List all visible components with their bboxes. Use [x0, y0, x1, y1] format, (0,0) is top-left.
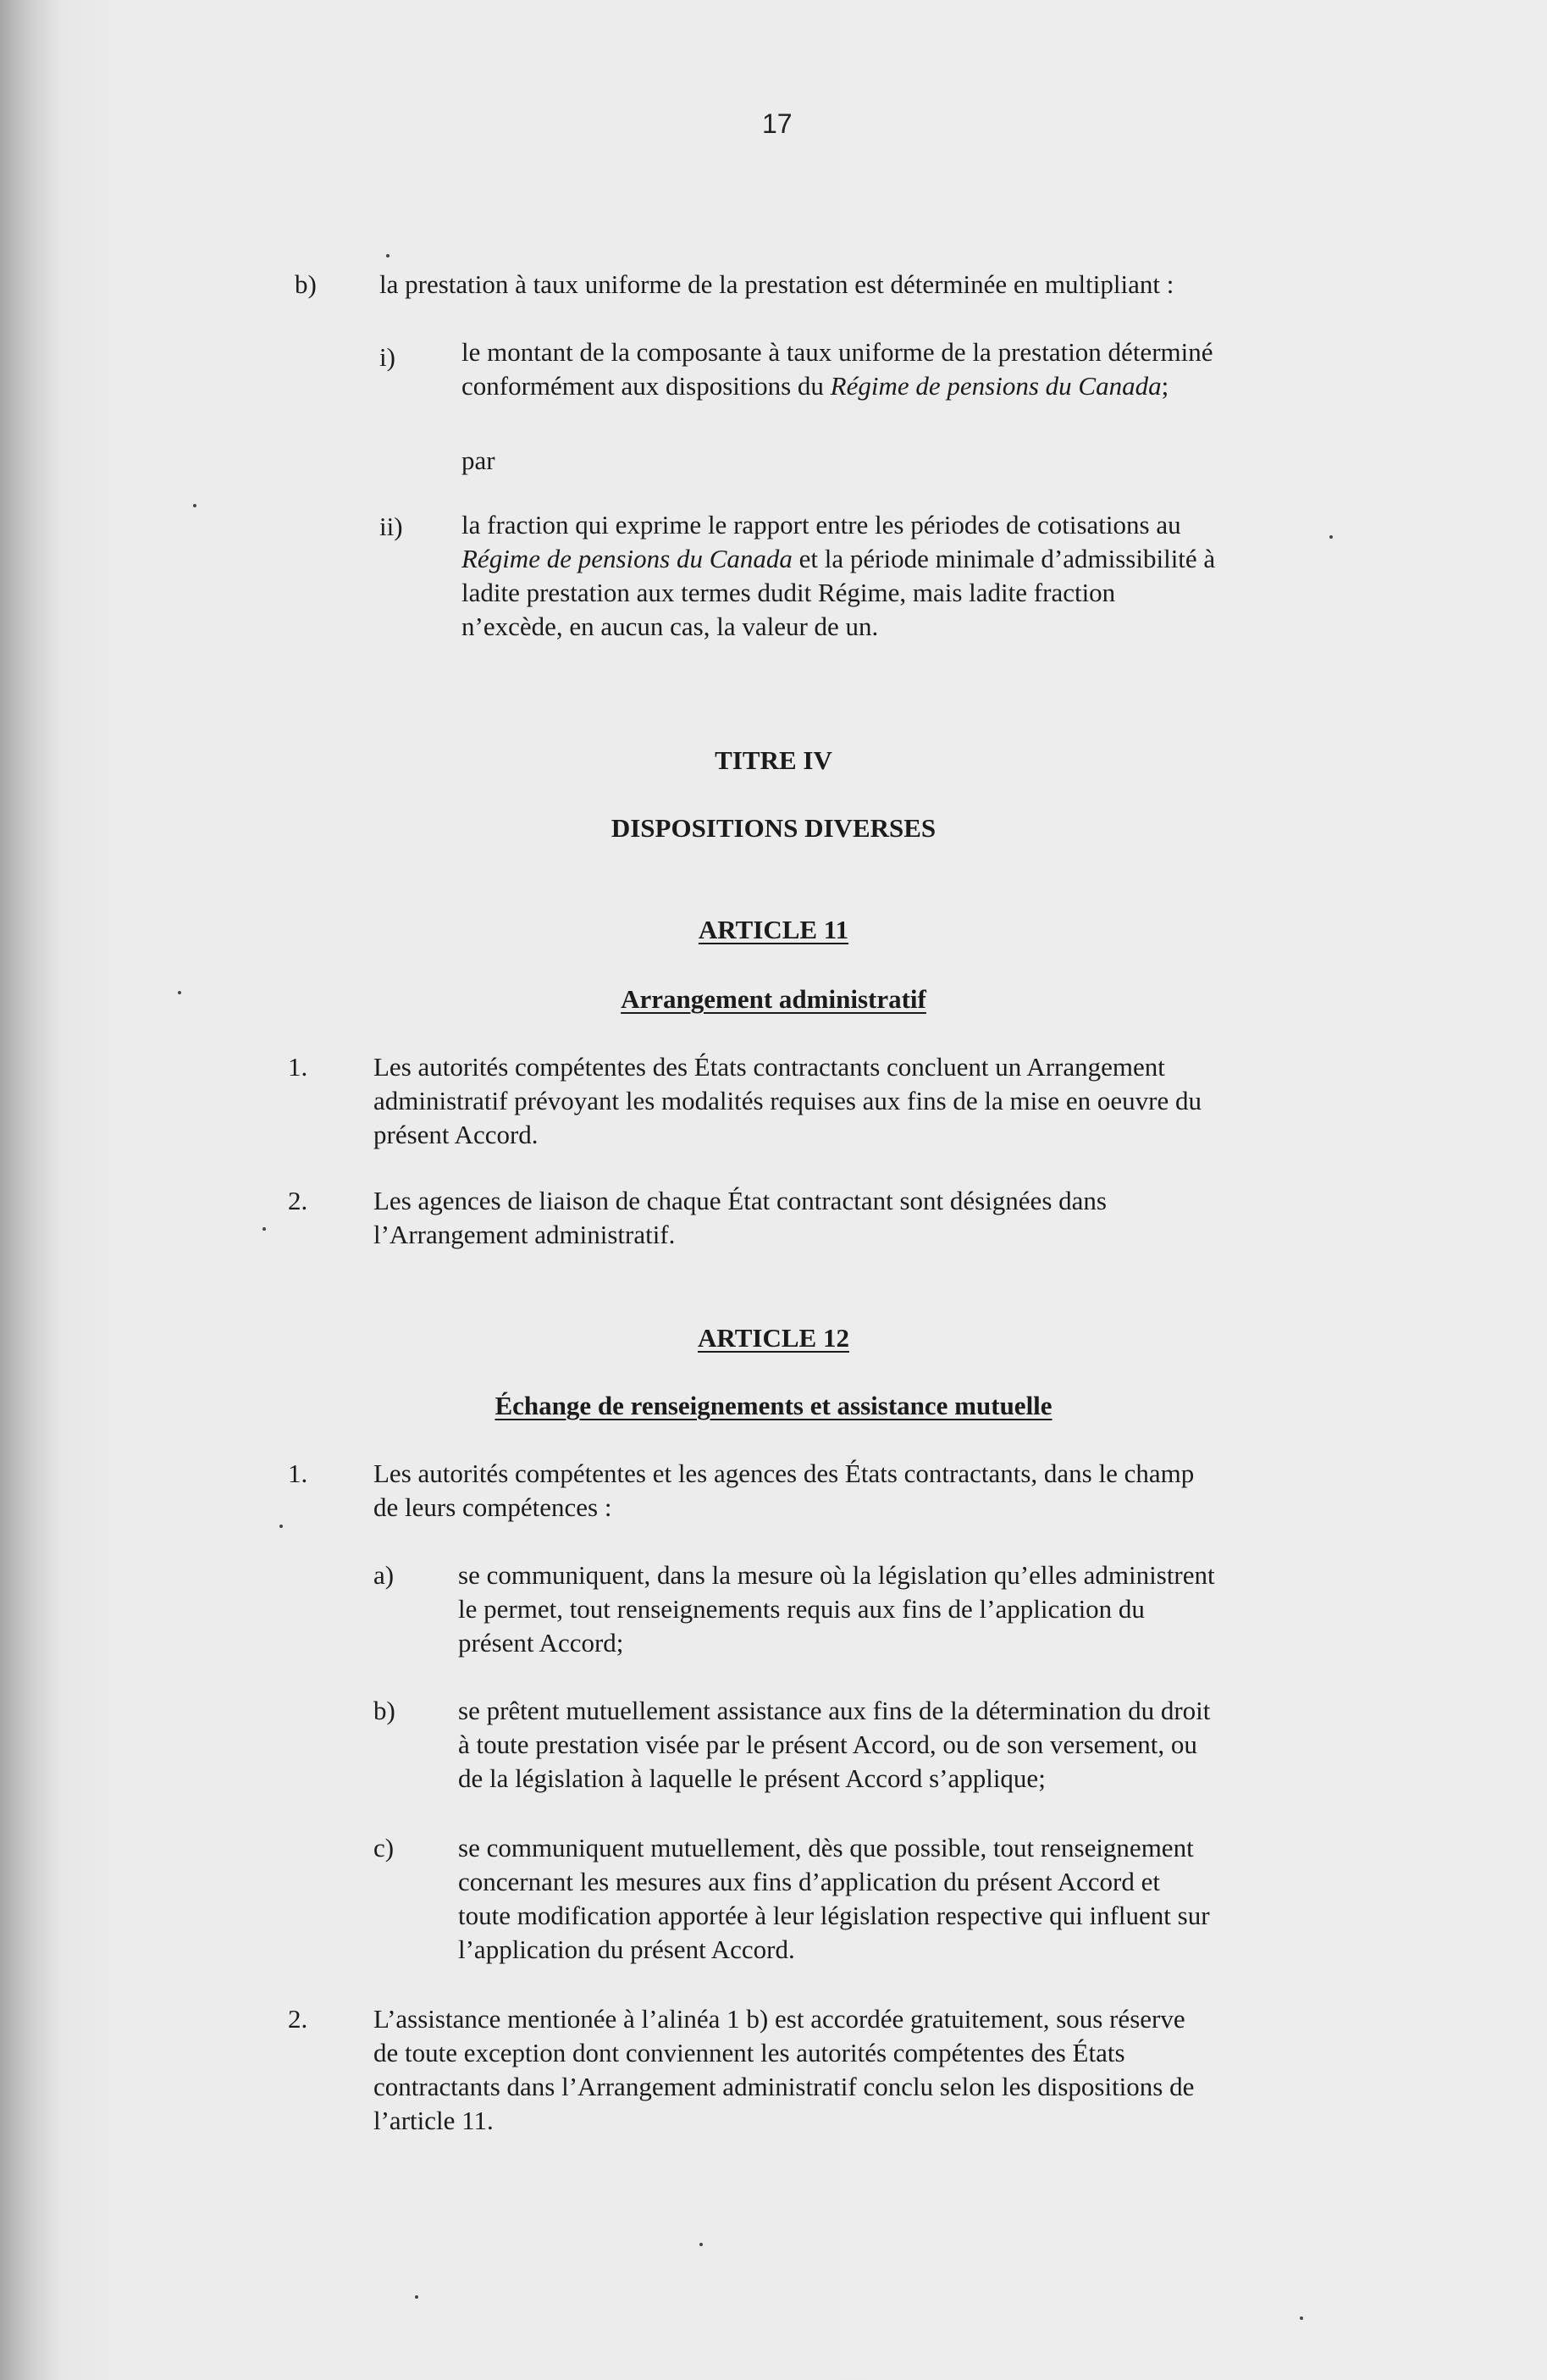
art12-para2-line4: l’article 11.: [373, 2106, 494, 2135]
art12-para2-line2: de toute exception dont conviennent les autorités compétentes des États: [373, 2038, 1125, 2067]
item-ii-line3: ladite prestation aux termes dudit Régime, mais ladite fraction: [461, 578, 1116, 607]
art11-para2-num: 2.: [288, 1186, 308, 1215]
art12-para2-num: 2.: [288, 2004, 308, 2034]
item-c-line4: l’application du présent Accord.: [458, 1934, 795, 1964]
item-i-label: i): [379, 342, 395, 372]
scan-speck: [386, 254, 390, 257]
item-ii-line1: la fraction qui exprime le rapport entre les périodes de cotisations au: [461, 510, 1181, 540]
art11-para2-line1: Les agences de liaison de chaque État contractant sont désignées dans: [373, 1186, 1107, 1215]
item-ii-line4: n’excède, en aucun cas, la valeur de un.: [461, 612, 879, 641]
scan-speck: [699, 2243, 703, 2246]
item-i-line1: le montant de la composante à taux uniforme de la prestation déterminé: [461, 337, 1213, 367]
item-a-label: a): [373, 1560, 395, 1590]
art11-para1-num: 1.: [288, 1052, 308, 1082]
connector-par: par: [461, 446, 495, 475]
item-a-line1: se communiquent, dans la mesure où la législation qu’elles administrent: [458, 1560, 1215, 1590]
item-ii-label: ii): [379, 512, 403, 541]
scan-speck: [279, 1525, 283, 1528]
item-i-italic-title: Régime de pensions du Canada: [830, 371, 1162, 401]
item-b-line1: se prêtent mutuellement assistance aux fins de la détermination du droit: [458, 1696, 1211, 1725]
item-ii-line2: Régime de pensions du Canada et la période minimale d’admissibilité à: [461, 544, 1216, 573]
article-11-subheading: Arrangement administratif: [621, 984, 926, 1014]
item-c-line2: concernant les mesures aux fins d’application du présent Accord et: [458, 1867, 1160, 1896]
item-b-line2: à toute prestation visée par le présent Accord, ou de son versement, ou: [458, 1730, 1197, 1759]
item-c-line3: toute modification apportée à leur législation respective qui influent sur: [458, 1901, 1210, 1930]
art11-para1-line3: présent Accord.: [373, 1120, 539, 1149]
page-number: 17: [762, 108, 793, 139]
item-c-label: c): [373, 1833, 395, 1862]
art12-para1-num: 1.: [288, 1458, 308, 1488]
item-a-line2: le permet, tout renseignements requis aux fins de l’application du: [458, 1594, 1145, 1624]
item-a-line3: présent Accord;: [458, 1628, 624, 1658]
art11-para1-line1: Les autorités compétentes des États contractants concluent un Arrangement: [373, 1052, 1165, 1082]
art11-para1-line2: administratif prévoyant les modalités requises aux fins de la mise en oeuvre du: [373, 1086, 1202, 1115]
art12-para1-line1: Les autorités compétentes et les agences des États contractants, dans le champ: [373, 1458, 1195, 1488]
art11-para2-line2: l’Arrangement administratif.: [373, 1220, 676, 1249]
art12-para2-line3: contractants dans l’Arrangement administratif conclu selon les dispositions de: [373, 2072, 1195, 2101]
item-i-line2: conformément aux dispositions du Régime de pensions du Canada;: [461, 371, 1169, 401]
article-12-subheading: Échange de renseignements et assistance mutuelle: [494, 1391, 1053, 1420]
titre-subheading: DISPOSITIONS DIVERSES: [611, 813, 936, 843]
item-ii-italic-title: Régime de pensions du Canada: [461, 544, 793, 573]
scan-speck: [262, 1227, 266, 1231]
scan-speck: [1300, 2316, 1303, 2320]
article-12-heading: ARTICLE 12: [698, 1323, 849, 1353]
titre-heading: TITRE IV: [715, 745, 832, 775]
para-b-text: la prestation à taux uniforme de la prestation est déterminée en multipliant :: [379, 269, 1174, 299]
item-b-label: b): [373, 1696, 395, 1725]
art12-para1-line2: de leurs compétences :: [373, 1492, 612, 1522]
scan-speck: [178, 991, 181, 994]
item-c-line1: se communiquent mutuellement, dès que possible, tout renseignement: [458, 1833, 1194, 1862]
article-11-heading: ARTICLE 11: [698, 915, 849, 944]
scan-speck: [193, 504, 196, 507]
scan-speck: [415, 2295, 418, 2299]
para-b-label: b): [295, 269, 317, 299]
art12-para2-line1: L’assistance mentionée à l’alinéa 1 b) est accordée gratuitement, sous réserve: [373, 2004, 1185, 2034]
item-b-line3: de la législation à laquelle le présent Accord s’applique;: [458, 1763, 1046, 1793]
scan-speck: [1329, 535, 1333, 539]
